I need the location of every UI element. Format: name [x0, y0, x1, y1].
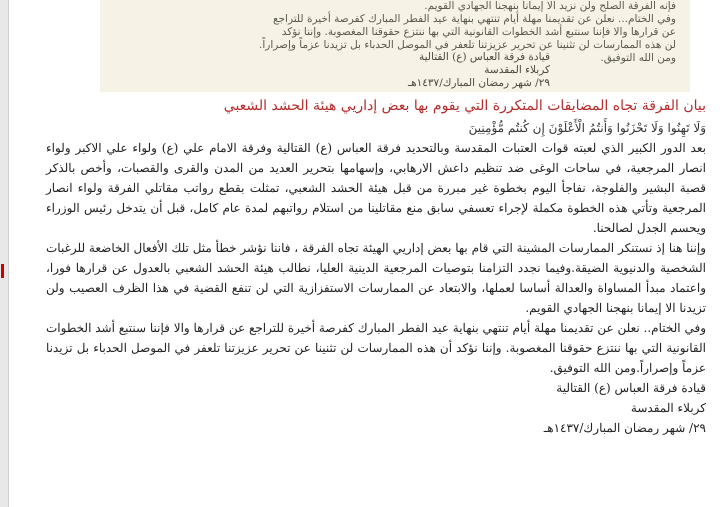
scan-signature [330, 51, 550, 90]
scan-signature-date: ٢٩/ شهر رمضان المبارك/١٤٣٧هـ [408, 77, 550, 89]
signature-city: كربلاء المقدسة [630, 401, 706, 415]
scan-line: لن هذه الممارسات لن تثنينا عن تحرير عزيزتنا تلعفر في الموصل الحدباء بل تزيدنا عزماً وإصراراً. [259, 39, 676, 51]
scan-line: عن قرارها والا فإننا سنتبع أشد الخطوات القانونية التي بها ننتزع حقوقنا المغصوبة. وإننا نؤكد [281, 26, 676, 38]
scan-line: ومن الله التوفيق. [600, 52, 676, 64]
scan-line: فإنه الفرقة الصلح ولن نزيد الا إيماناً بنهجنا الجهادي القويم. [424, 0, 676, 12]
paragraph-3: وفي الختام.. نعلن عن تقديمنا مهلة أيام تنتهي بنهاية عيد الفطر المبارك كفرصة أخيرة للتراجع عن قرارها والا فإننا سنتبع أشد الخطوات القانونية التي بها ننتزع حقوقنا المغصوبة. وإننا نؤكد أن هذه الممارسات لن تثنينا عن تحرير عزيزتنا تلعفر في الموصل الحدباء بل تزيدنا عزماً وإصراراً.ومن الله التوفيق. [46, 321, 706, 375]
page-edge-strip [0, 0, 9, 507]
scan-signature-unit: قيادة فرقة العباس (ع) القتالية [419, 51, 550, 63]
scan-line: وفي الختام... نعلن عن تقديمنا مهلة أيام تنتهي بنهاية عيد الفطر المبارك كفرصة أخيرة للتراجع [272, 13, 676, 25]
statement-body [46, 118, 706, 438]
quran-verse: وَلَا تَهِنُوا وَلَا تَحْزَنُوا وَأَنتُمُ الْأَعْلَوْنَ إِن كُنتُم مُّؤْمِنِينَ [468, 121, 706, 135]
statement-heading: بيان الفرقة تجاه المضايقات المتكررة التي يقوم بها بعض إداريي هيئة الحشد الشعبي [223, 98, 706, 114]
article [30, 0, 716, 507]
scanned-statement-image [100, 0, 690, 92]
paragraph-1: بعد الدور الكبير الذي لعبته قوات العتبات المقدسة وبالتحديد فرقة العباس (ع) القتالية وفرقة الامام علي (ع) ولواء علي الاكبر ولواء انصار المرجعية، في ساحات الوغى ضد تنظيم داعش الارهابي، وإسهامها بتحرير العديد من المدن والقرى والقصبات، وأخص بالذكر قصبة البشير والفلوجة، نفاجأ اليوم بخطوة غير مبررة من قبل هيئة الحشد الشعبي، تمثلت بقطع رواتب مقاتلي الفرقة ولواء انصار المرجعية وتأتي هذه الخطوة مكملة لإجراء تعسفي سابق منع مقاتلينا من استلام رواتبهم لمدة عام كامل، قبل أن يتدخل رئيس الوزراء ويحسم الجدل لصالحنا. [46, 141, 706, 235]
paragraph-2: وإننا هنا إذ نستنكر الممارسات المشينة التي قام بها بعض إداريي الهيئة تجاه الفرقة ، فاننا نؤشر خطأ مثل تلك الأفعال الخاضعة للرغبات الشخصية والدنيوية الضيقة.وفيما نجدد التزامنا بتوصيات المرجعية الدينية العليا، نطالب هيئة الحشد الشعبي بالعدول عن قرارها فورا، واعتماد مبدأ المساواة والعدالة أساسا لعملها، والابتعاد عن الممارسات الاستفزازية التي لن تنفع القضية في هذا الظرف العصيب ولن تزيدنا الا إيمانا بنهجنا الجهادي القويم. [46, 241, 706, 315]
scan-signature-city: كربلاء المقدسة [484, 64, 550, 76]
signature-unit: قيادة فرقة العباس (ع) القتالية [556, 381, 706, 395]
margin-marker [1, 264, 4, 278]
signature-date: ٢٩/ شهر رمضان المبارك/١٤٣٧هـ [543, 421, 706, 435]
